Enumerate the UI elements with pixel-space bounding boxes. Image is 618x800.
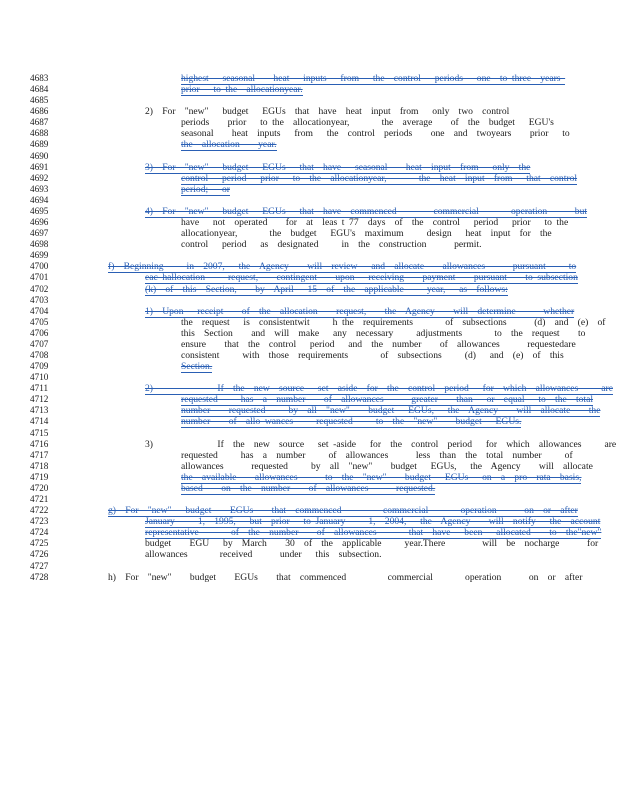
document-line [0,372,618,383]
struck-text: representative of the number of allowances that have been allocated to the"new" [145,527,602,539]
struck-text: f) Beginning in 2007, the Agency will review and allocate allowances pursuant to [108,261,577,273]
line-number: 4717 [30,449,49,460]
document-line [0,195,618,206]
line-text: budget EGU by March 30 of the applicable year.There will be nocharge for [145,538,599,550]
document-line [0,561,618,572]
line-text: allocationyear, the budget EGU's maximum design heat input for the [181,228,552,240]
document-line [0,361,618,372]
line-number: 4704 [30,305,49,316]
document-line [0,383,618,394]
line-number: 4718 [30,460,49,471]
struck-text: January 1, 1995, but prior to January 1, 2004, the Agency will notify the account [145,516,601,528]
document-line [0,73,618,84]
document-line [0,217,618,228]
struck-text: number of allo wances requested to the "new" budget EGUs. [181,416,522,428]
line-number: 4723 [30,516,49,527]
line-number: 4695 [30,205,49,216]
line-number: 4724 [30,527,49,538]
document-line [0,405,618,416]
line-number: 4702 [30,283,49,294]
line-text: the request is consistentwit h the requirements of subsections (d) and (e) of [181,316,606,328]
line-number: 4725 [30,538,49,549]
line-number: 4712 [30,394,49,405]
document-line [0,84,618,95]
document-line [0,494,618,505]
line-number: 4684 [30,84,49,95]
line-text: 3) If the new source set -aside for the control period for which allowances are [145,438,617,450]
line-number: 4715 [30,427,49,438]
line-number: 4699 [30,250,49,261]
document-line [0,350,618,361]
struck-text: requested has a number of allowances greater than or equal to the total [181,394,594,406]
struck-text: the allocation year. [181,139,277,151]
document-line [0,117,618,128]
document-line [0,128,618,139]
line-number: 4690 [30,150,49,161]
struck-text: prior to the allocationyear. [181,84,303,96]
line-text: requested has a number of allowances less than the total number of [181,449,573,461]
struck-text: 2) If the new source set aside for the control period for which allowances are [145,383,613,395]
line-number: 4713 [30,405,49,416]
document-line [0,516,618,527]
line-number: 4720 [30,482,49,493]
line-number: 4707 [30,338,49,349]
line-number: 4696 [30,217,49,228]
line-number: 4697 [30,228,49,239]
line-text: 2) For "new" budget EGUs that have heat input from only two control [145,106,510,118]
line-number: 4709 [30,361,49,372]
line-number: 4685 [30,95,49,106]
struck-text: eac hallocation request, contingent upon receiving payment pursuant to subsection [145,272,578,284]
document-line [0,272,618,283]
line-text: allowances received under this subsection. [145,549,382,561]
line-text: consistent with those requirements of subsections (d) and (e) of this [181,350,564,361]
struck-text: based on the number of allowances requested. [181,482,436,494]
document-line [0,261,618,272]
line-number: 4687 [30,117,49,128]
document-line [0,184,618,195]
struck-text: 4) For "new" budget EGUs that have commenced commercial operation but [145,205,588,217]
struck-text: period; or [181,183,230,195]
document-line [0,339,618,350]
line-text: this Section and will make any necessary adjustments to the request to [181,327,586,339]
line-number: 4710 [30,372,49,383]
line-number: 4698 [30,239,49,250]
line-number: 4727 [30,560,49,571]
document-line [0,549,618,560]
line-text: periods prior to the allocationyear, the average of the budget EGU's [181,117,554,129]
document-line [0,139,618,150]
document-line [0,328,618,339]
line-text: ensure that the control period and the number of allowances requestedare [181,338,576,350]
struck-text: (k) of this Section, by April 15 of the applicable year, as follows: [145,283,508,295]
line-number: 4686 [30,106,49,117]
document-line [0,527,618,538]
document-line [0,206,618,217]
document-line [0,483,618,494]
struck-text: number requested by all "new" budget EGUs, the Agency will allocate the [181,405,601,417]
line-number: 4700 [30,261,49,272]
line-number: 4683 [30,73,49,83]
document-line [0,306,618,317]
line-number: 4708 [30,350,49,360]
document-line [0,472,618,483]
line-number: 4716 [30,438,49,449]
line-number: 4692 [30,172,49,183]
line-number: 4711 [30,383,49,394]
struck-text: 3) For "new" budget EGUs that have seasonal heat input from only the [145,161,531,173]
line-number: 4721 [30,494,49,505]
line-number: 4688 [30,128,49,139]
document-line [0,295,618,306]
document-line [0,228,618,239]
struck-text: the available allowances to the "new" budget EGUs on a pro rata basis, [181,471,582,483]
line-number: 4706 [30,327,49,338]
document-line [0,439,618,450]
line-text: have not operated for at leas t 77 days of the control period prior to the [181,217,569,229]
document-line [0,450,618,461]
line-text: control period as designated in the construction permit. [181,239,482,251]
struck-text: control period prior to the allocationyear, the heat input from that control [181,172,578,184]
line-number: 4693 [30,183,49,194]
document-line [0,239,618,250]
line-number: 4701 [30,272,49,283]
line-number: 4719 [30,471,49,482]
document-line [0,572,618,583]
line-text: seasonal heat inputs from the control periods one and twoyears prior to [181,128,570,140]
line-number: 4691 [30,161,49,172]
line-number: 4703 [30,294,49,305]
struck-text: g) For "new" budget EGUs that commenced commercial operation on or after [108,505,578,517]
document-line [0,538,618,549]
line-number: 4714 [30,416,49,427]
line-number: 4705 [30,316,49,327]
document-line [0,284,618,295]
document-line [0,505,618,516]
document-line [0,250,618,261]
document-line [0,162,618,173]
line-number: 4689 [30,139,49,150]
document-line [0,416,618,427]
line-text: h) For "new" budget EGUs that commenced commercial operation on or after [108,571,583,583]
document-line [0,394,618,405]
document-line [0,317,618,328]
struck-text: Section. [181,361,213,373]
document-line [0,106,618,117]
document-line [0,95,618,106]
line-number: 4726 [30,549,49,560]
document-line [0,461,618,472]
line-text: allowances requested by all "new" budget EGUs, the Agency will allocate [181,460,593,472]
document-line [0,428,618,439]
document-line [0,151,618,162]
line-number: 4694 [30,194,49,205]
line-number: 4728 [30,571,49,582]
document-line [0,173,618,184]
struck-text: highest seasonal heat inputs from the control periods one to three years [181,73,566,84]
line-number: 4722 [30,505,49,516]
struck-text: 1) Upon receipt of the allocation request, the Agency will determine whether [145,305,575,317]
